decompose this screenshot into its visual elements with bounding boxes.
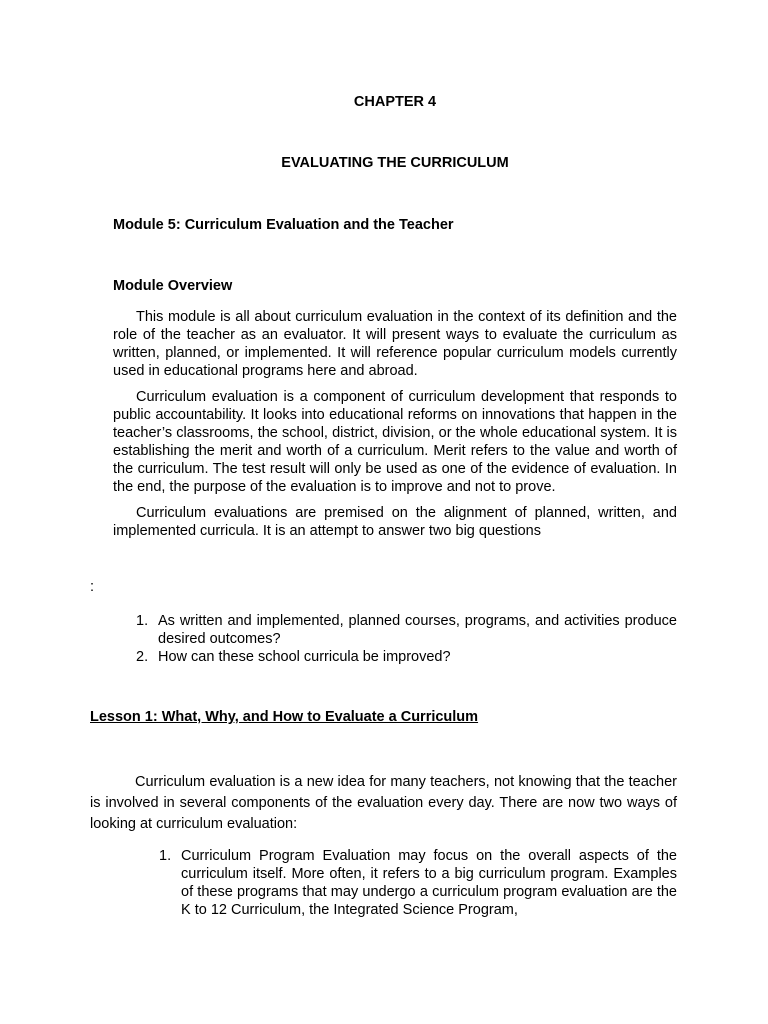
overview-paragraph-1: This module is all about curriculum evaluation in the context of its definition and the role of the teacher as an evaluator. It will present ways to evaluate the curriculum as written, planned, or implemented. It will reference popular curriculum models currently used in educational programs here and abroad. xyxy=(113,309,677,379)
overview-heading: Module Overview xyxy=(113,278,233,294)
list-item-text: As written and implemented, planned courses, programs, and activities produce desired outcomes? xyxy=(158,613,677,647)
lesson-list xyxy=(159,847,677,919)
list-item xyxy=(136,612,677,648)
questions-list xyxy=(136,612,677,666)
overview-paragraph-2: Curriculum evaluation is a component of curriculum development that responds to public accountability. It looks into educational reforms on innovations that happen in the teacher’s classrooms, the school, district, division, or the whole educational system. It is establishing the merit and worth of a curriculum. Merit refers to the value and worth of the curriculum. The test result will only be used as one of the evidence of evaluation. In the end, the purpose of the evaluation is to improve and not to prove. xyxy=(113,389,677,495)
list-item xyxy=(159,847,677,919)
list-item xyxy=(136,648,677,666)
list-item-text: How can these school curricula be improved? xyxy=(158,649,451,665)
overview-paragraph-3: Curriculum evaluations are premised on the alignment of planned, written, and implemented curricula. It is an attempt to answer two big questions xyxy=(113,505,677,539)
list-item-number: 2. xyxy=(136,649,149,665)
overview-section xyxy=(113,308,677,540)
lesson-paragraph: Curriculum evaluation is a new idea for many teachers, not knowing that the teacher is involved in several components of the evaluation every day. There are now two ways of looking at curriculum evaluation: xyxy=(90,774,677,832)
list-item-number: 1. xyxy=(159,848,172,864)
module-heading: Module 5: Curriculum Evaluation and the Teacher xyxy=(113,217,454,233)
list-item-text: Curriculum Program Evaluation may focus on the overall aspects of the curriculum itself. More often, it refers to a big curriculum program. Examples of these programs that may undergo a curriculum program evaluation are the K to 12 Curriculum, the Integrated Science Program, xyxy=(181,848,677,918)
list-item-number: 1. xyxy=(136,613,149,629)
chapter-label: CHAPTER 4 xyxy=(353,94,437,110)
chapter-title: EVALUATING THE CURRICULUM xyxy=(281,155,509,171)
lesson-heading: Lesson 1: What, Why, and How to Evaluate a Curriculum xyxy=(90,709,479,725)
stray-colon: : xyxy=(90,579,95,595)
